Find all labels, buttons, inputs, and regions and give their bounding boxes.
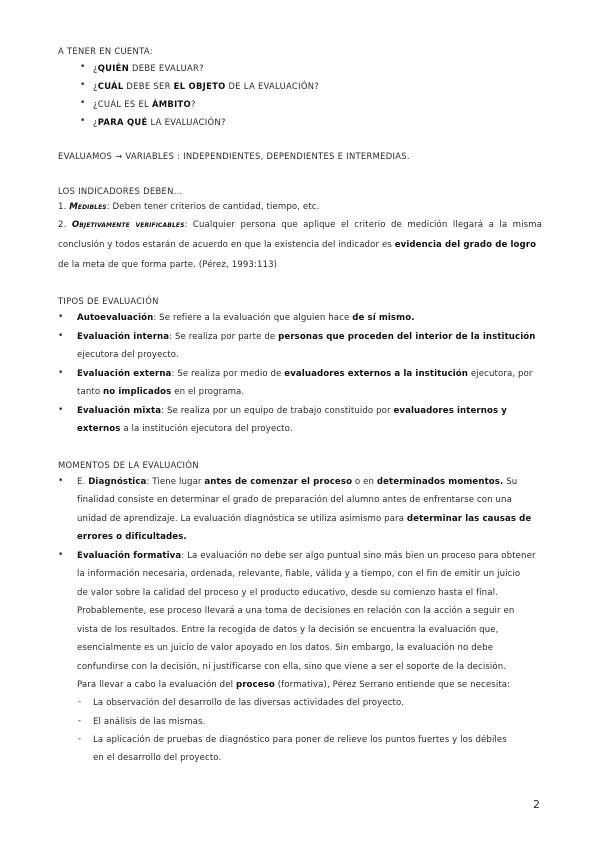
bullet-icon: • xyxy=(58,405,64,415)
tipo-mixta-line1: Evaluación mixta: Se realiza por un equipo de trabajo constituido por evaluadores internos y xyxy=(77,406,507,416)
momento-formativa-line8: Para llevar a cabo la evaluación del proceso (formativa), Pérez Serrano entiende que se necesita: xyxy=(77,680,511,690)
bullet-icon: • xyxy=(80,62,86,72)
formativa-sub1: La observación del desarrollo de las diversas actividades del proyecto. xyxy=(93,698,405,708)
momento-diagnostica-line4: errores o dificultades. xyxy=(77,532,187,542)
formativa-sub3-line2: en el desarrollo del proyecto. xyxy=(93,753,222,763)
momento-diagnostica-line1: E. Diagnóstica: Tiene lugar antes de comenzar el proceso o en determinados momentos. Su xyxy=(77,477,518,487)
indicador-verificables-line3: de la meta de que forma parte. (Pérez, 1993:113) xyxy=(58,260,278,270)
bullet-icon: • xyxy=(80,80,86,90)
bullet-icon: • xyxy=(58,312,64,322)
momento-formativa-line2: la información necesaria, ordenada, relevante, fiable, válida y a tiempo, con el fin de emitir un juicio xyxy=(77,569,521,579)
momento-formativa-line5: vista de los resultados. Entre la recogida de datos y la decisión se encuentra la evaluación que, xyxy=(77,625,499,635)
momento-formativa-line3: de valor sobre la calidad del proceso y el producto educativo, desde su comienzo hasta el final. xyxy=(77,588,498,598)
dash-bullet: - xyxy=(78,716,82,726)
section-heading-tener-en-cuenta: A TENER EN CUENTA: xyxy=(58,46,153,56)
momento-formativa-line4: Probablemente, ese proceso llevará a una toma de decisiones en relación con la acción a seguir en xyxy=(77,606,515,616)
bullet-icon: • xyxy=(58,550,64,560)
tipo-interna-line2: ejecutora del proyecto. xyxy=(77,350,179,360)
section-heading-tipos: TIPOS DE EVALUACIÓN xyxy=(58,296,159,306)
formativa-sub3-line1: La aplicación de pruebas de diagnóstico para poner de relieve los puntos fuertes y los débiles xyxy=(93,735,507,745)
page-number: 2 xyxy=(533,798,540,811)
formativa-sub2: El análisis de las mismas. xyxy=(93,717,206,727)
bullet-icon: • xyxy=(80,116,86,126)
momento-formativa-line7: confundirse con la decisión, ni justificarse con ella, sino que viene a ser el soporte de la decisión. xyxy=(77,662,507,672)
question-ambito: ¿CUÁL ES EL ÁMBITO? xyxy=(93,99,196,109)
tipo-interna-line1: Evaluación interna: Se realiza por parte de personas que proceden del interior de la institución xyxy=(77,332,536,342)
bullet-icon: • xyxy=(80,98,86,108)
momento-formativa-line1: Evaluación formativa: La evaluación no debe ser algo puntual sino más bien un proceso para obtener xyxy=(77,551,536,561)
bullet-icon: • xyxy=(58,368,64,378)
tipo-externa-line2: tanto no implicados en el programa. xyxy=(77,387,245,397)
bullet-icon: • xyxy=(58,476,64,486)
momento-diagnostica-line2: finalidad consiste en determinar el grado de preparación del alumno antes de enfrentarse con una xyxy=(77,495,512,505)
question-cual-objeto: ¿CUÁL DEBE SER EL OBJETO DE LA EVALUACIÓN? xyxy=(93,81,320,91)
indicador-medibles: 1. Medibles: Deben tener criterios de cantidad, tiempo, etc. xyxy=(58,202,320,212)
bullet-icon: • xyxy=(58,331,64,341)
dash-bullet: - xyxy=(78,697,82,707)
section-heading-momentos: MOMENTOS DE LA EVALUACIÓN xyxy=(58,460,199,470)
dash-bullet: - xyxy=(78,734,82,744)
tipo-autoevaluacion: Autoevaluación: Se refiere a la evaluación que alguien hace de sí mismo. xyxy=(77,313,415,323)
tipo-externa-line1: Evaluación externa: Se realiza por medio de evaluadores externos a la institución ejecutora, por xyxy=(77,369,533,379)
question-quien: ¿QUIÉN DEBE EVALUAR? xyxy=(93,63,204,73)
indicador-verificables-line2: conclusión y todos estarán de acuerdo en que la existencia del indicador es evidencia del grado de logro xyxy=(58,240,537,250)
momento-diagnostica-line3: unidad de aprendizaje. La evaluación diagnóstica se utiliza asimismo para determinar las causas de xyxy=(77,514,532,524)
indicador-verificables-line1: 2. Objetivamente verificables: Cualquier persona que aplique el criterio de medición llegará a la misma xyxy=(58,220,542,230)
evaluamos-line: EVALUAMOS → VARIABLES : INDEPENDIENTES, DEPENDIENTES E INTERMEDIAS. xyxy=(58,151,410,161)
question-para-que: ¿PARA QUÉ LA EVALUACIÓN? xyxy=(93,117,226,127)
section-heading-indicadores: LOS INDICADORES DEBEN... xyxy=(58,186,183,196)
momento-formativa-line6: esencialmente es un juicio de valor apoyado en los datos. Sin embargo, la evaluación no debe xyxy=(77,643,494,653)
tipo-mixta-line2: externos a la institución ejecutora del proyecto. xyxy=(77,424,293,434)
